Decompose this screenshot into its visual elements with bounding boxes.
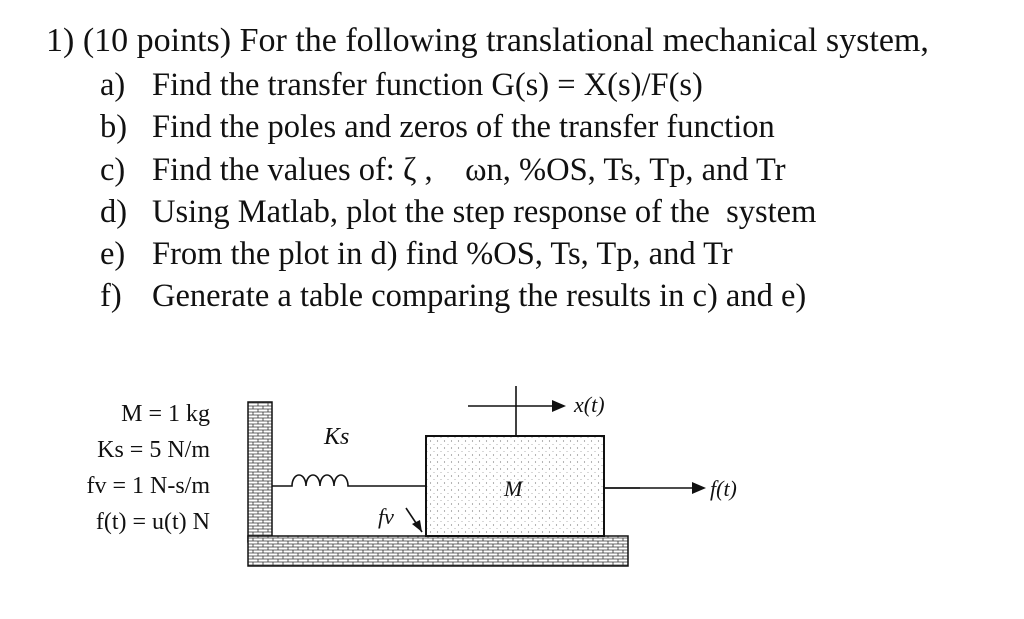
task-text: Find the transfer function G(s) = X(s)/F(s) bbox=[152, 67, 703, 103]
task-text: From the plot in d) find %OS, Ts, Tp, and Tr bbox=[152, 236, 733, 273]
param-mass: M = 1 kg bbox=[121, 401, 210, 427]
task-text: Generate a table comparing the results in c) and e) bbox=[152, 278, 807, 315]
task-item-e bbox=[100, 233, 816, 275]
force-arrowhead bbox=[692, 482, 706, 494]
displacement-label: x(t) bbox=[574, 392, 605, 417]
task-letter: d) bbox=[100, 193, 128, 230]
force-arrow bbox=[600, 470, 770, 510]
spring-label: Ks bbox=[324, 424, 350, 450]
task-item-a bbox=[100, 64, 816, 106]
param-spring: Ks = 5 N/m bbox=[97, 437, 210, 463]
force-label: f(t) bbox=[710, 476, 737, 501]
param-force: f(t) = u(t) N bbox=[95, 509, 210, 535]
mass-label: M bbox=[504, 476, 523, 501]
system-parameters bbox=[58, 396, 210, 540]
task-text: Find the values of: ζ , ωn, %OS, Ts, Tp, and Tr bbox=[152, 151, 786, 188]
task-text: Find the poles and zeros of the transfer function bbox=[152, 109, 775, 146]
task-item-b bbox=[100, 106, 816, 148]
problem-statement: 1) (10 points) For the following translational mechanical system, bbox=[46, 22, 929, 59]
task-item-c bbox=[100, 149, 816, 191]
task-item-f bbox=[100, 275, 816, 317]
damper-arrowhead bbox=[412, 520, 422, 532]
task-list bbox=[100, 64, 816, 318]
task-letter: c) bbox=[100, 151, 126, 188]
spring bbox=[272, 475, 426, 486]
mechanical-system-diagram bbox=[240, 376, 640, 576]
task-letter: f) bbox=[100, 278, 122, 315]
task-letter: a) bbox=[100, 67, 126, 103]
ground bbox=[248, 536, 628, 566]
task-text: Using Matlab, plot the step response of the system bbox=[152, 193, 817, 230]
fixed-wall bbox=[248, 402, 272, 542]
displacement-arrowhead bbox=[552, 400, 566, 412]
damper-label: fv bbox=[378, 504, 394, 529]
task-letter: e) bbox=[100, 236, 126, 273]
task-letter: b) bbox=[100, 109, 128, 146]
param-damper: fv = 1 N-s/m bbox=[86, 473, 210, 499]
task-item-d bbox=[100, 191, 816, 233]
